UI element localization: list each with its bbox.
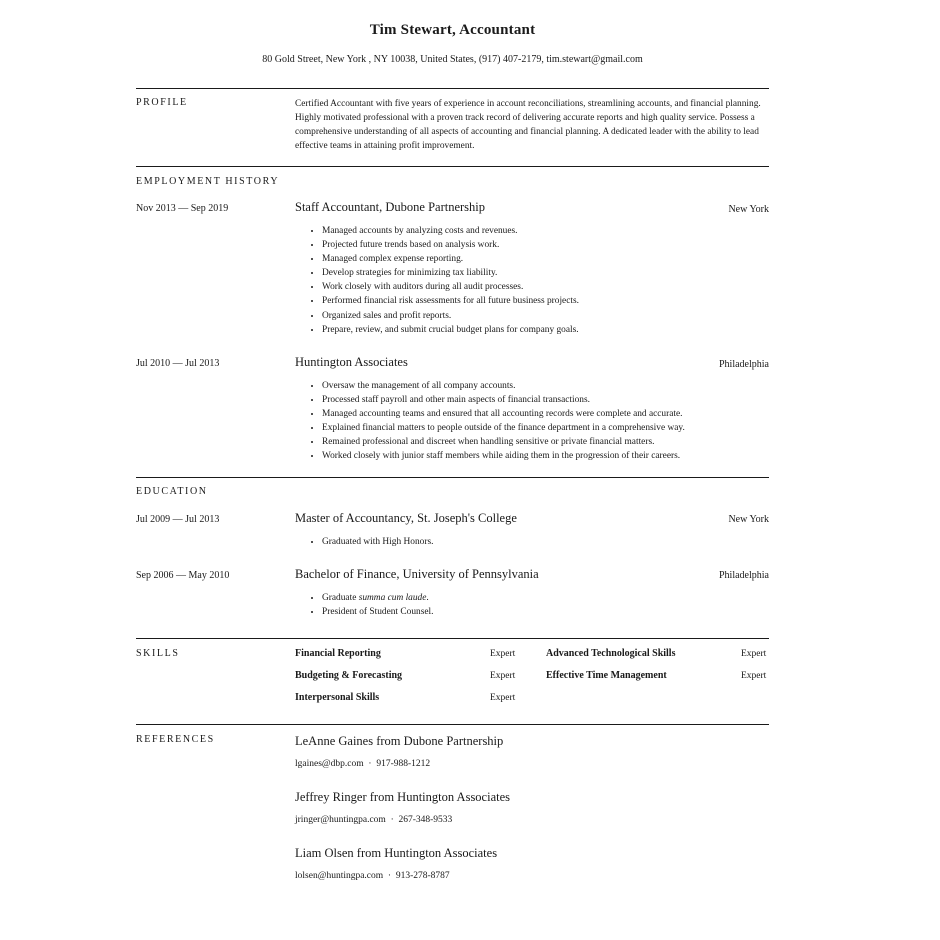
- reference-contact: [295, 871, 450, 881]
- list-item: • Organized sales and profit reports.: [322, 309, 792, 323]
- list-item: • Managed accounts by analyzing costs and revenues.: [322, 224, 792, 238]
- reference-email: lolsen@huntingpa.com: [295, 871, 384, 881]
- skill-name: Interpersonal Skills: [295, 692, 380, 703]
- job-dates: Jul 2010 — Jul 2013: [136, 358, 220, 369]
- list-item: • Remained professional and discreet when handling sensitive or private financial matters.: [322, 435, 792, 449]
- education-details-list: [295, 535, 792, 549]
- section-divider: [136, 638, 769, 639]
- skill-name: Financial Reporting: [295, 648, 381, 659]
- section-divider: [136, 724, 769, 725]
- list-item: • Managed accounting teams and ensured that all accounting records were complete and accurate.: [322, 407, 792, 421]
- list-item: • Performed financial risk assessments for all future business projects.: [322, 294, 792, 308]
- list-item: • Develop strategies for minimizing tax liability.: [322, 266, 792, 280]
- honor-latin: summa cum laude: [358, 593, 427, 603]
- reference-contact: [295, 759, 430, 769]
- section-title-employment: EMPLOYMENT HISTORY: [136, 176, 280, 187]
- section-title-education: EDUCATION: [136, 486, 208, 497]
- section-title-references: REFERENCES: [136, 734, 215, 745]
- list-item: • President of Student Counsel.: [322, 605, 792, 619]
- reference-email: lgaines@dbp.com: [295, 759, 364, 769]
- job-duties-list: [295, 224, 792, 337]
- separator-dot: ·: [387, 871, 392, 881]
- education-details-list: [295, 591, 792, 619]
- list-item: • Oversaw the management of all company accounts.: [322, 379, 792, 393]
- list-item: • Graduated with High Honors.: [322, 535, 792, 549]
- list-item: • Worked closely with junior staff members while aiding them in the progression of their careers.: [322, 449, 792, 463]
- honor-suffix: .: [426, 593, 429, 603]
- list-item: • Processed staff payroll and other main aspects of financial transactions.: [322, 393, 792, 407]
- reference-name: LeAnne Gaines from Dubone Partnership: [295, 734, 504, 748]
- education-location: Philadelphia: [719, 570, 769, 581]
- reference-email: jringer@huntingpa.com: [295, 815, 386, 825]
- skill-name: Advanced Technological Skills: [546, 648, 676, 659]
- separator-dot: ·: [368, 759, 372, 769]
- reference-contact: [295, 815, 452, 825]
- skill-level: Expert: [490, 671, 516, 681]
- section-divider: [136, 477, 769, 478]
- skill-level: Expert: [490, 649, 516, 659]
- education-dates: Sep 2006 — May 2010: [136, 570, 230, 581]
- skill-level: Expert: [490, 693, 516, 703]
- section-title-skills: SKILLS: [136, 648, 180, 659]
- list-item: • Prepare, review, and submit crucial budget plans for company goals.: [322, 323, 792, 337]
- contact-line: 80 Gold Street, New York , NY 10038, United States, (917) 407-2179, tim.stewart@gmail.com: [262, 54, 643, 65]
- reference-phone: 267-348-9533: [398, 815, 453, 825]
- list-item: • Work closely with auditors during all audit processes.: [322, 280, 792, 294]
- education-location: New York: [728, 514, 769, 525]
- honor-prefix: Graduate: [322, 593, 359, 603]
- reference-phone: 917-988-1212: [376, 759, 431, 769]
- separator-dot: ·: [390, 815, 394, 825]
- job-location: Philadelphia: [719, 359, 769, 370]
- reference-phone: 913-278-8787: [395, 871, 450, 881]
- skill-level: Expert: [741, 671, 767, 681]
- resume-name: Tim Stewart, Accountant: [369, 22, 536, 38]
- job-dates: Nov 2013 — Sep 2019: [136, 203, 229, 214]
- list-item: • Projected future trends based on analysis work.: [322, 238, 792, 252]
- section-divider: [136, 166, 769, 167]
- list-item: [322, 591, 792, 605]
- education-dates: Jul 2009 — Jul 2013: [136, 514, 220, 525]
- skill-name: Budgeting & Forecasting: [295, 670, 403, 681]
- skill-level: Expert: [741, 649, 767, 659]
- skill-name: Effective Time Management: [546, 670, 667, 681]
- profile-summary: Certified Accountant with five years of experience in account reconciliations, streamlining accounts, and financial planning. Highly motivated professional with a proven track record of delivering accurate reports and high quality service. Possess a comprehensive understanding of all aspects of accounting and financial planning. A dedicated leader with the ability to lead effective teams in attaining profit improvement.: [295, 99, 761, 151]
- job-duties-list: [295, 379, 792, 464]
- list-item: • Managed complex expense reporting.: [322, 252, 792, 266]
- list-item: • Explained financial matters to people outside of the finance department in a comprehensive way.: [322, 421, 792, 435]
- degree-title: Master of Accountancy, St. Joseph's College: [295, 511, 517, 525]
- job-location: New York: [728, 204, 769, 215]
- job-title: Staff Accountant, Dubone Partnership: [295, 200, 486, 214]
- reference-name: Liam Olsen from Huntington Associates: [295, 846, 498, 860]
- section-title-profile: PROFILE: [136, 97, 188, 108]
- degree-title: Bachelor of Finance, University of Pennsylvania: [295, 567, 539, 581]
- section-divider: [136, 88, 769, 89]
- job-title: Huntington Associates: [295, 355, 408, 369]
- reference-name: Jeffrey Ringer from Huntington Associates: [295, 790, 511, 804]
